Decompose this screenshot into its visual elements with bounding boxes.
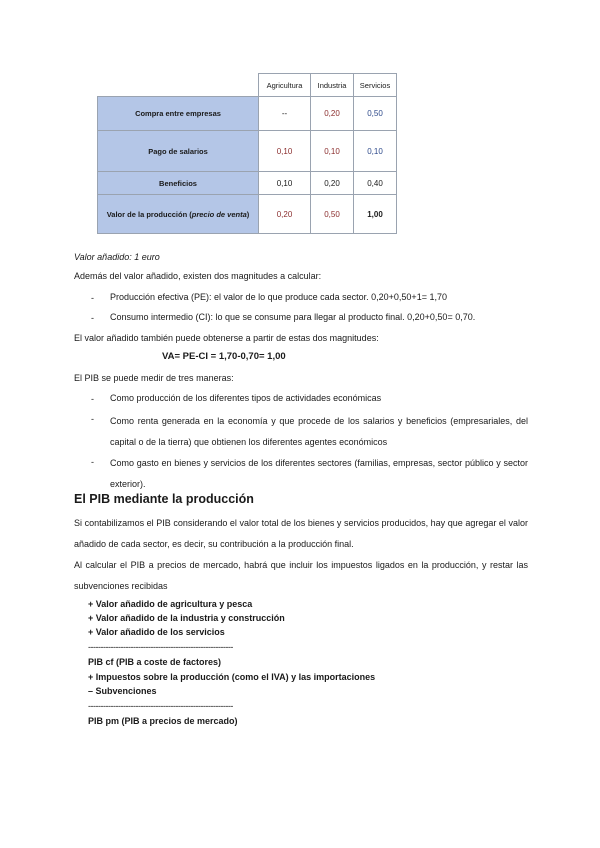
- table-cell: 0,10: [354, 131, 397, 172]
- column-header: Servicios: [354, 74, 397, 97]
- calc-separator: ----------------------------------------------------------: [88, 701, 233, 711]
- bullet-item: Producción efectiva (PE): el valor de lo que produce cada sector. 0,20+0,50+1= 1,70: [110, 292, 447, 302]
- bullet-item: Consumo intermedio (CI): lo que se consume para llegar al producto final. 0,20+0,50= 0,70.: [110, 312, 476, 322]
- table-cell: 0,10: [311, 131, 354, 172]
- bullet-item: Como producción de los diferentes tipos de actividades económicas: [110, 393, 382, 403]
- calc-line: – Subvenciones: [88, 686, 157, 696]
- table-cell: 1,00: [354, 195, 397, 234]
- table-cell: --: [259, 97, 311, 131]
- intro-text: Además del valor añadido, existen dos magnitudes a calcular:: [74, 271, 322, 281]
- table-cell: 0,20: [259, 195, 311, 234]
- row-label-end: ): [246, 209, 250, 219]
- bullet-item: Como gasto en bienes y servicios de los diferentes sectores (familias, empresas, sector público y sector exterior).: [110, 458, 528, 489]
- table-cell: 0,20: [311, 172, 354, 195]
- medir-text: El PIB se puede medir de tres maneras:: [74, 373, 234, 383]
- table-cell: 0,10: [259, 131, 311, 172]
- column-header: Agricultura: [259, 74, 311, 97]
- bullet-dash: -: [91, 293, 94, 303]
- bullet-dash: -: [91, 457, 94, 467]
- row-label-text: Valor de la producción (: [106, 209, 192, 219]
- paragraph: Si contabilizamos el PIB considerando el valor total de los bienes y servicios producidos, hay que agregar el valor añadido de cada sector, es decir, su contribución a la producción final.: [74, 518, 528, 549]
- table-cell: 0,50: [311, 195, 354, 234]
- row-label-emphasis: precio de venta: [191, 209, 247, 219]
- calc-line: + Valor añadido de los servicios: [88, 627, 225, 637]
- paragraph: Al calcular el PIB a precios de mercado, habrá que incluir los impuestos ligados en la producción, y restar las subvenciones recibidas: [74, 560, 528, 591]
- table-header-row: [98, 74, 397, 97]
- bullet-dash: -: [91, 394, 94, 404]
- bullet-dash: -: [91, 313, 94, 323]
- va-formula: VA= PE-CI = 1,70-0,70= 1,00: [162, 351, 286, 362]
- table-cell: 0,20: [311, 97, 354, 131]
- table-cell: 0,50: [354, 97, 397, 131]
- table-cell: 0,40: [354, 172, 397, 195]
- production-table: [97, 73, 397, 234]
- row-label: Beneficios: [98, 172, 259, 195]
- calc-line: PIB pm (PIB a precios de mercado): [88, 716, 238, 726]
- table-row: [98, 97, 397, 131]
- calc-separator: ----------------------------------------------------------: [88, 642, 233, 652]
- calc-line: + Impuestos sobre la producción (como el IVA) y las importaciones: [88, 672, 376, 682]
- calc-line: + Valor añadido de la industria y construcción: [88, 613, 285, 623]
- row-label: Compra entre empresas: [98, 97, 259, 131]
- calc-line: + Valor añadido de agricultura y pesca: [88, 599, 253, 609]
- valor-anadido-note: Valor añadido: 1 euro: [74, 252, 160, 262]
- bullet-item: Como renta generada en la economía y que procede de los salarios y beneficios (empresariales, del capital o de la tierra) que obtienen los diferentes agentes económicos: [110, 416, 528, 447]
- row-label: Pago de salarios: [98, 131, 259, 172]
- table-corner: [98, 74, 259, 97]
- table-row: [98, 195, 397, 234]
- table-row: [98, 131, 397, 172]
- calc-line: PIB cf (PIB a coste de factores): [88, 657, 222, 667]
- bullet-dash: -: [91, 414, 94, 424]
- table-row: [98, 172, 397, 195]
- table-cell: 0,10: [259, 172, 311, 195]
- section-heading: El PIB mediante la producción: [74, 492, 254, 506]
- alt-calc-text: El valor añadido también puede obtenerse a partir de estas dos magnitudes:: [74, 333, 379, 343]
- row-label: [98, 195, 259, 234]
- column-header: Industria: [311, 74, 354, 97]
